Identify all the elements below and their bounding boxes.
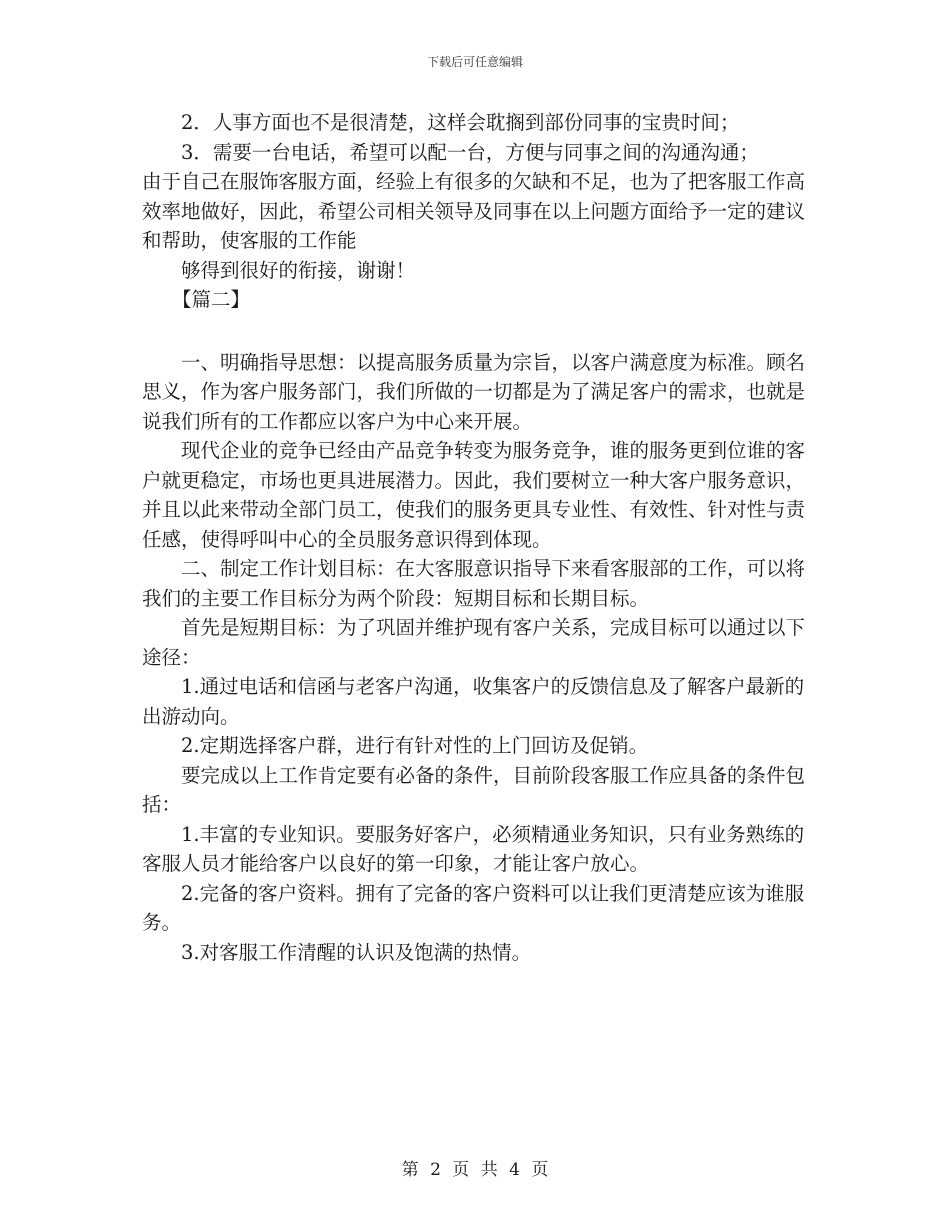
page-header: 下载后可任意编辑 <box>426 55 523 69</box>
page-footer: 第 2 页 共 4 页 <box>401 1160 549 1180</box>
paragraph: 够得到很好的衔接，谢谢！ <box>181 258 416 282</box>
list-item: 3.对客服工作清醒的认识及饱满的热情。 <box>181 940 532 964</box>
body-text <box>142 108 822 967</box>
paragraph: 首先是短期目标：为了巩固并维护现有客户关系，完成目标可以通过以下途径： <box>142 616 806 669</box>
paragraph: 2．人事方面也不是很清楚，这样会耽搁到部份同事的宝贵时间； <box>181 111 740 134</box>
paragraph: 要完成以上工作肯定要有必备的条件，目前阶段客服工作应具备的条件包括： <box>142 763 806 816</box>
paragraph: 3．需要一台电话，希望可以配一台，方便与同事之间的沟通沟通； <box>181 140 759 164</box>
section-heading: 【篇二】 <box>172 288 251 311</box>
list-item: 2.完备的客户资料。拥有了完备的客户资料可以让我们更清楚应该为谁服务。 <box>142 881 805 934</box>
list-item: 1.通过电话和信函与老客户沟通，收集客户的反馈信息及了解客户最新的出游动向。 <box>142 675 805 728</box>
paragraph: 由于自己在服饰客服方面，经验上有很多的欠缺和不足，也为了把客服工作高效率地做好，因此，希望公司相关领导及同事在以上问题方面给予一定的建议和帮助，使客服的工作能 <box>142 170 806 252</box>
paragraph: 二、制定工作计划目标：在大客服意识指导下来看客服部的工作，可以将我们的主要工作目标分为两个阶段：短期目标和长期目标。 <box>142 557 806 610</box>
paragraph: 现代企业的竞争已经由产品竞争转变为服务竞争，谁的服务更到位谁的客户就更稳定，市场也更具进展潜力。因此，我们要树立一种大客户服务意识，并且以此来带动全部门员工，使我们的服务更具专业性、有效性、针对性与责任感，使得呼叫中心的全员服务意识得到体现。 <box>142 439 806 551</box>
paragraph: 一、明确指导思想：以提高服务质量为宗旨，以客户满意度为标准。顾名思义，作为客户服务部门，我们所做的一切都是为了满足客户的需求，也就是说我们所有的工作都应以客户为中心来开展。 <box>142 350 806 433</box>
list-item: 1.丰富的专业知识。要服务好客户，必须精通业务知识，只有业务熟练的客服人员才能给客户以良好的第一印象，才能让客户放心。 <box>142 822 805 875</box>
list-item: 2.定期选择客户群，进行有针对性的上门回访及促销。 <box>181 734 649 757</box>
